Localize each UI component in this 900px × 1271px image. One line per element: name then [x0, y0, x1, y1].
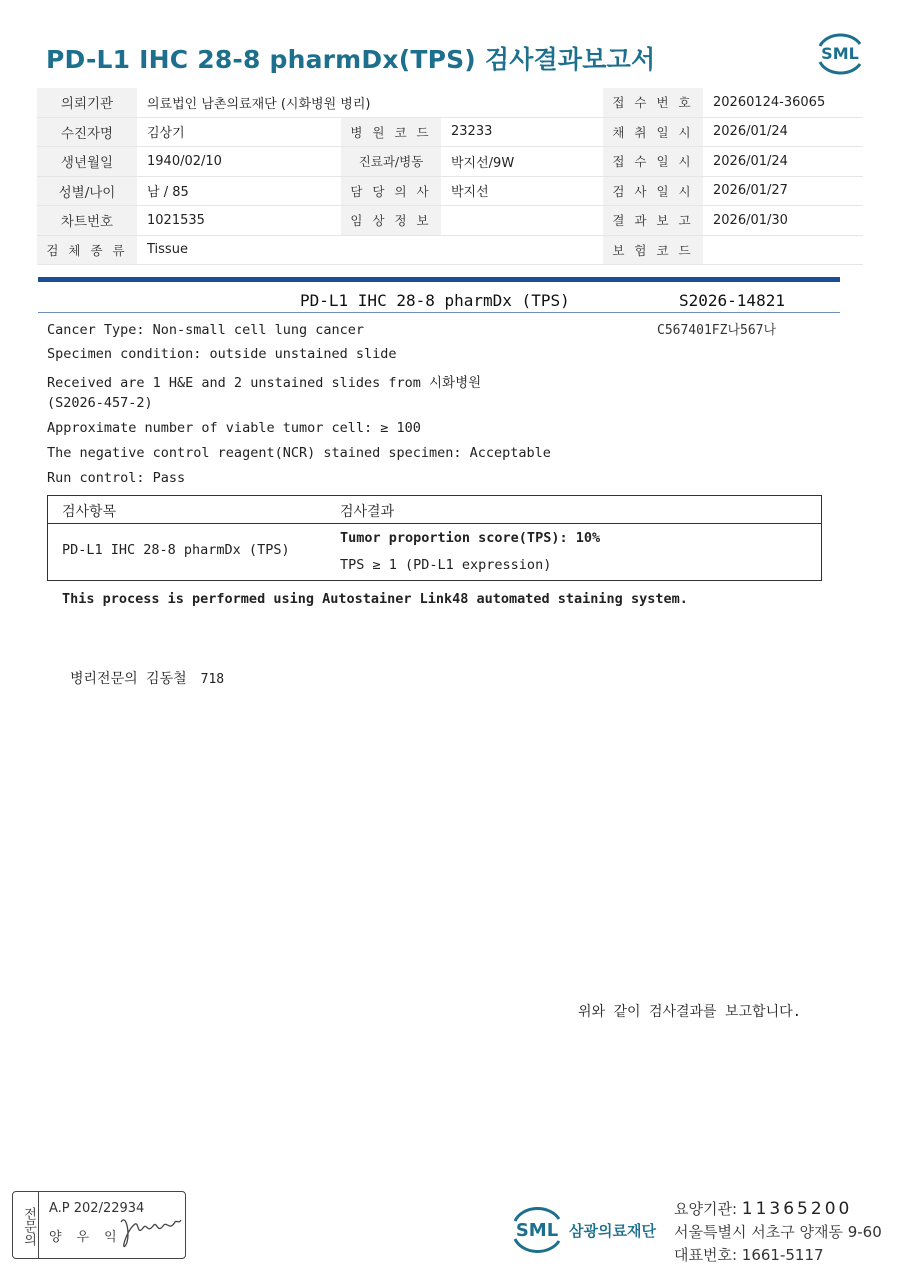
sml-logo-icon [812, 28, 868, 78]
insurance-value [703, 235, 863, 265]
section-divider-thick [38, 277, 840, 282]
pathologist-number: 718 [200, 672, 225, 687]
process-note: This process is performed using Autostainer Link48 automated staining system. [62, 591, 688, 607]
sml-footer-logo-icon [509, 1201, 565, 1257]
pathologist-name: 병리전문의 김동철 [70, 671, 187, 687]
report-line: (S2026-457-2) [47, 395, 153, 411]
chart-value: 1021535 [137, 206, 341, 236]
footer-address: 서울특별시 서초구 양재동 9-60 [674, 1223, 882, 1241]
sex-age-label: 성별/나이 [37, 176, 137, 206]
report-line: Cancer Type: Non-small cell lung cancer [47, 322, 364, 338]
doctor-label: 담 당 의 사 [341, 176, 441, 206]
result-header-item: 검사항목 [62, 504, 117, 520]
info-row [37, 147, 863, 177]
report-line: The negative control reagent(NCR) stained specimen: Acceptable [47, 445, 551, 461]
clinical-value [441, 206, 603, 236]
collection-date-label: 채 취 일 시 [603, 117, 703, 147]
hospital-code-label: 병 원 코 드 [341, 117, 441, 147]
collection-date-value: 2026/01/24 [703, 117, 863, 147]
signature-icon [117, 1210, 183, 1250]
institution-code-label: 요양기관: [674, 1200, 738, 1218]
patient-label: 수진자명 [37, 117, 137, 147]
birth-value: 1940/02/10 [137, 147, 341, 177]
stamp-ap-number: A.P 202/22934 [49, 1201, 145, 1216]
specialist-stamp [12, 1191, 186, 1259]
report-title: PD-L1 IHC 28-8 pharmDx(TPS) 검사결과보고서 [46, 45, 656, 74]
info-row [37, 88, 863, 117]
info-row [37, 176, 863, 206]
report-line: Received are 1 H&E and 2 unstained slides from 시화병원 [47, 375, 482, 391]
result-item: PD-L1 IHC 28-8 pharmDx (TPS) [62, 542, 290, 558]
test-date-value: 2026/01/27 [703, 176, 863, 206]
info-row [37, 206, 863, 236]
result-tps-score: Tumor proportion score(TPS): 10% [340, 530, 601, 546]
dept-label: 진료과/병동 [341, 147, 441, 177]
report-line: Specimen condition: outside unstained slide [47, 346, 397, 362]
pathologist-signature [70, 668, 224, 688]
institution-value: 의료법인 남촌의료재단 (시화병원 병리) [137, 88, 603, 117]
receipt-no-value: 20260124-36065 [703, 88, 863, 117]
phone-label: 대표번호: [674, 1246, 738, 1264]
report-line: Run control: Pass [47, 470, 186, 486]
sml-logo-text: SML [821, 44, 859, 63]
institution-code-line [674, 1198, 852, 1219]
info-row [37, 117, 863, 147]
chart-label: 차트번호 [37, 206, 137, 236]
hospital-code-value: 23233 [441, 117, 603, 147]
info-row [37, 235, 863, 265]
stamp-name: 양우익 [49, 1230, 132, 1245]
insurance-label: 보 험 코 드 [603, 235, 703, 265]
sample-code: C567401FZ나567나 [657, 323, 777, 338]
patient-value: 김상기 [137, 117, 341, 147]
result-tps-interpretation: TPS ≥ 1 (PD-L1 expression) [340, 557, 552, 573]
receipt-date-label: 접 수 일 시 [603, 147, 703, 177]
receipt-no-label: 접 수 번 호 [603, 88, 703, 117]
closing-statement: 위와 같이 검사결과를 보고합니다. [578, 1004, 802, 1020]
sex-age-value: 남 / 85 [137, 176, 341, 206]
clinical-label: 임 상 정 보 [341, 206, 441, 236]
result-header-result: 검사결과 [340, 504, 395, 520]
report-number: S2026-14821 [679, 291, 785, 310]
result-table [47, 495, 822, 581]
foundation-name: 삼광의료재단 [569, 1222, 656, 1240]
test-name: PD-L1 IHC 28-8 pharmDx (TPS) [300, 291, 570, 310]
phone-line [674, 1244, 824, 1265]
phone-number: 1661-5117 [741, 1246, 824, 1264]
report-date-value: 2026/01/30 [703, 206, 863, 236]
sml-footer-logo-text: SML [515, 1220, 559, 1241]
section-divider-thin [38, 312, 840, 313]
report-line: Approximate number of viable tumor cell: ≥ 100 [47, 420, 421, 436]
specimen-value: Tissue [137, 235, 603, 265]
patient-info-table [37, 88, 863, 265]
test-date-label: 검 사 일 시 [603, 176, 703, 206]
institution-label: 의뢰기관 [37, 88, 137, 117]
receipt-date-value: 2026/01/24 [703, 147, 863, 177]
stamp-side-label: 전문의 [13, 1192, 39, 1258]
birth-label: 생년월일 [37, 147, 137, 177]
result-table-divider [48, 523, 821, 524]
specimen-label: 검 체 종 류 [37, 235, 137, 265]
report-date-label: 결 과 보 고 [603, 206, 703, 236]
doctor-value: 박지선 [441, 176, 603, 206]
institution-code: 11365200 [741, 1199, 853, 1219]
dept-value: 박지선/9W [441, 147, 603, 177]
